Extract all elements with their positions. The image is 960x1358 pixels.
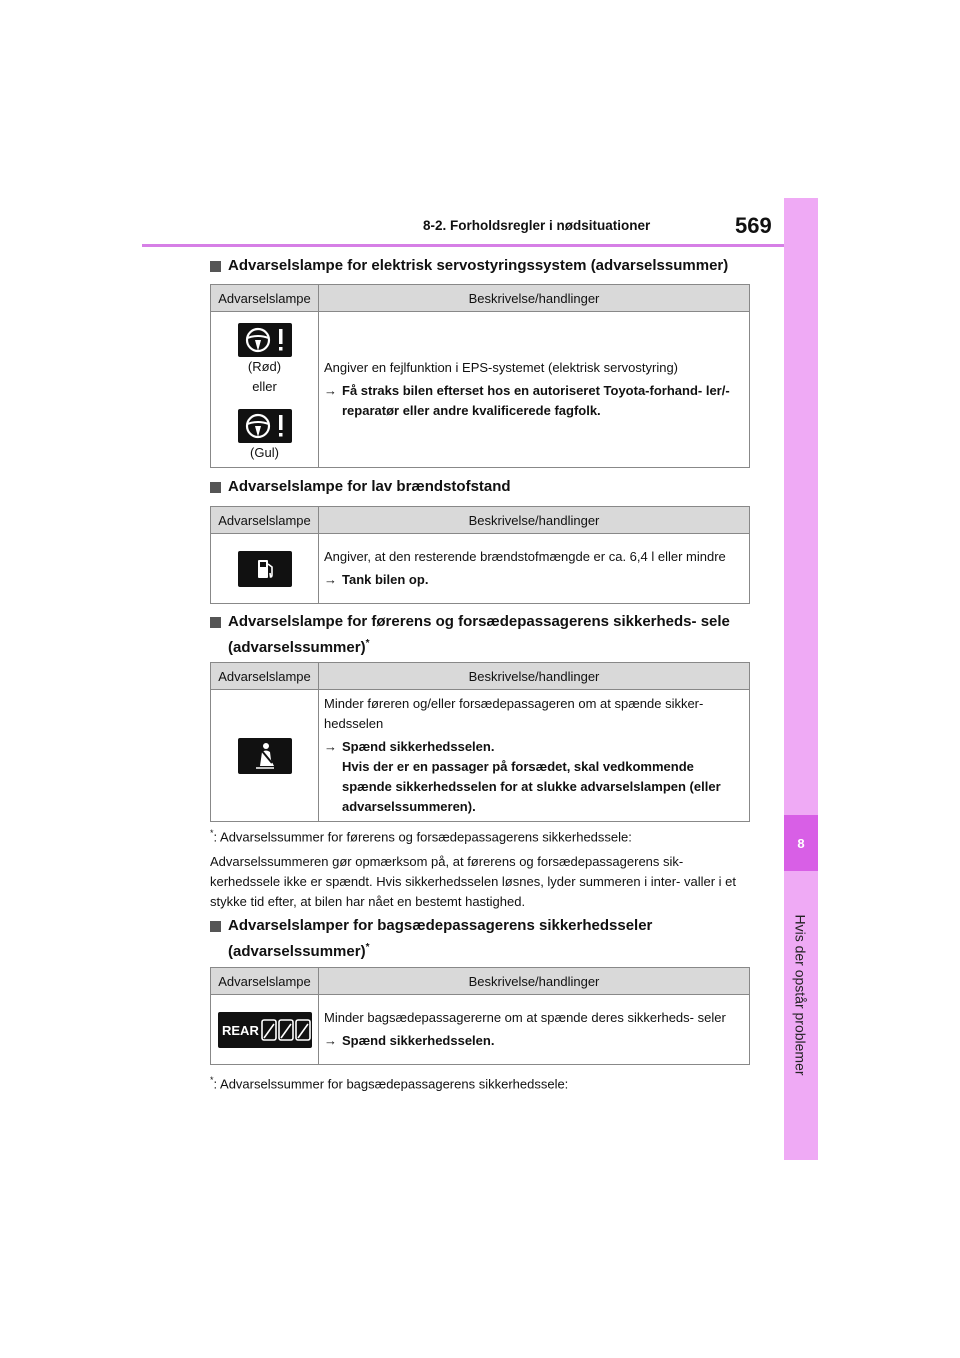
rear-seatbelt-icon	[218, 1012, 312, 1048]
description-text: Angiver en fejlfunktion i EPS-systemet (elektrisk servostyring)	[324, 360, 679, 375]
chapter-title	[784, 880, 818, 1110]
description-cell	[319, 312, 750, 468]
heading-bullet	[210, 482, 221, 493]
lamp-cell	[211, 312, 319, 468]
lamp-cell	[211, 690, 319, 822]
lamp-label-yellow: (Gul)	[250, 444, 279, 460]
chapter-number: 8	[784, 815, 818, 871]
lamp-label-red: (Rød)	[247, 358, 282, 374]
action-line	[324, 381, 743, 421]
heading-text: Advarselslampe for lav brændstofstand	[228, 478, 511, 495]
action-text: Spænd sikkerhedsselen.	[342, 1033, 495, 1048]
section-title: 8-2. Forholdsregler i nødsituationer	[423, 218, 651, 233]
footnote-text: : Advarselssummer for bagsædepassagerens sikkerhedssele:	[213, 1076, 569, 1092]
lamp-cell	[211, 995, 319, 1065]
heading-text: Advarselslampe for førerens og forsædepassagerens sikkerheds- sele (advarselssummer)	[228, 613, 730, 656]
column-header-description: Beskrivelse/handlinger	[319, 285, 750, 312]
fuel-table	[210, 506, 750, 604]
page-number: 569	[735, 213, 772, 238]
arrow-icon: →	[324, 739, 337, 754]
description-cell	[319, 690, 750, 822]
footnote-marker: *	[210, 1075, 214, 1085]
action-text: Få straks bilen efterset hos en autoriseret Toyota-forhand- ler/-reparatør eller andre kvalificerede fagfolk.	[342, 383, 730, 418]
footnote-marker: *	[365, 942, 370, 953]
lamp-label-or: eller	[252, 378, 277, 394]
column-header-lamp: Advarselslampe	[211, 507, 319, 534]
action-line	[324, 570, 743, 590]
action-text: Spænd sikkerhedsselen.	[342, 739, 495, 754]
fuel-pump-icon	[238, 551, 292, 587]
heading-bullet	[210, 921, 221, 932]
eps-table	[210, 284, 750, 468]
lamp-cell	[211, 534, 319, 604]
chapter-title-text: Hvis der opstår problemer	[793, 914, 809, 1076]
arrow-icon: →	[324, 572, 337, 587]
description-cell	[319, 995, 750, 1065]
rear-icon-label: REAR	[221, 1022, 259, 1038]
section-heading-eps	[210, 255, 750, 277]
description-text: Minder bagsædepassagererne om at spænde deres sikkerheds- seler	[324, 1010, 726, 1025]
column-header-lamp: Advarselslampe	[211, 663, 319, 690]
footnote-marker: *	[365, 638, 370, 649]
description-text: Minder føreren og/eller forsædepassageren om at spænde sikker- hedsselen	[324, 696, 704, 731]
heading-bullet	[210, 261, 221, 272]
action-line	[324, 1031, 743, 1051]
body-paragraph: Advarselssummeren gør opmærksom på, at førerens og forsædepassagerens sik- kerhedssele ikke er spændt. Hvis sikkerhedsselen løsnes, lyder summeren i inter- valler i et stykke tid efter, at bilen har nået en bestemt hastighed.	[210, 854, 736, 909]
description-text: Angiver, at den resterende brændstofmængde er ca. 6,4 l eller mindre	[324, 549, 726, 564]
section-heading-front-seatbelt	[210, 611, 750, 659]
action-text: Tank bilen op.	[342, 572, 429, 587]
column-header-description: Beskrivelse/handlinger	[319, 507, 750, 534]
action-line	[324, 737, 743, 817]
heading-text: Advarselslamper for bagsædepassagerens sikkerhedsseler (advarselssummer)	[228, 917, 653, 960]
header-divider	[142, 244, 784, 247]
column-header-lamp: Advarselslampe	[211, 968, 319, 995]
seatbelt-icon	[238, 738, 292, 774]
column-header-lamp: Advarselslampe	[211, 285, 319, 312]
steering-warning-icon	[238, 409, 292, 443]
rear-seatbelt-table	[210, 967, 750, 1065]
arrow-icon: →	[324, 383, 337, 398]
footnote-marker: *	[210, 828, 214, 838]
section-heading-rear-seatbelt	[210, 915, 750, 963]
steering-warning-icon	[238, 323, 292, 357]
description-cell	[319, 534, 750, 604]
column-header-description: Beskrivelse/handlinger	[319, 663, 750, 690]
column-header-description: Beskrivelse/handlinger	[319, 968, 750, 995]
arrow-icon: →	[324, 1033, 337, 1048]
section-heading-fuel	[210, 476, 750, 498]
action-detail-text: Hvis der er en passager på forsædet, skal vedkommende spænde sikkerhedsselen for at slukke advarselslampen (eller advarselssummeren).	[342, 759, 721, 814]
footnote-text: : Advarselssummer for førerens og forsædepassagerens sikkerhedssele:	[213, 829, 632, 845]
footnote	[210, 1070, 750, 1094]
heading-bullet	[210, 617, 221, 628]
heading-text: Advarselslampe for elektrisk servostyringssystem (advarselssummer)	[228, 257, 729, 274]
front-seatbelt-table	[210, 662, 750, 822]
footnote	[210, 823, 750, 847]
